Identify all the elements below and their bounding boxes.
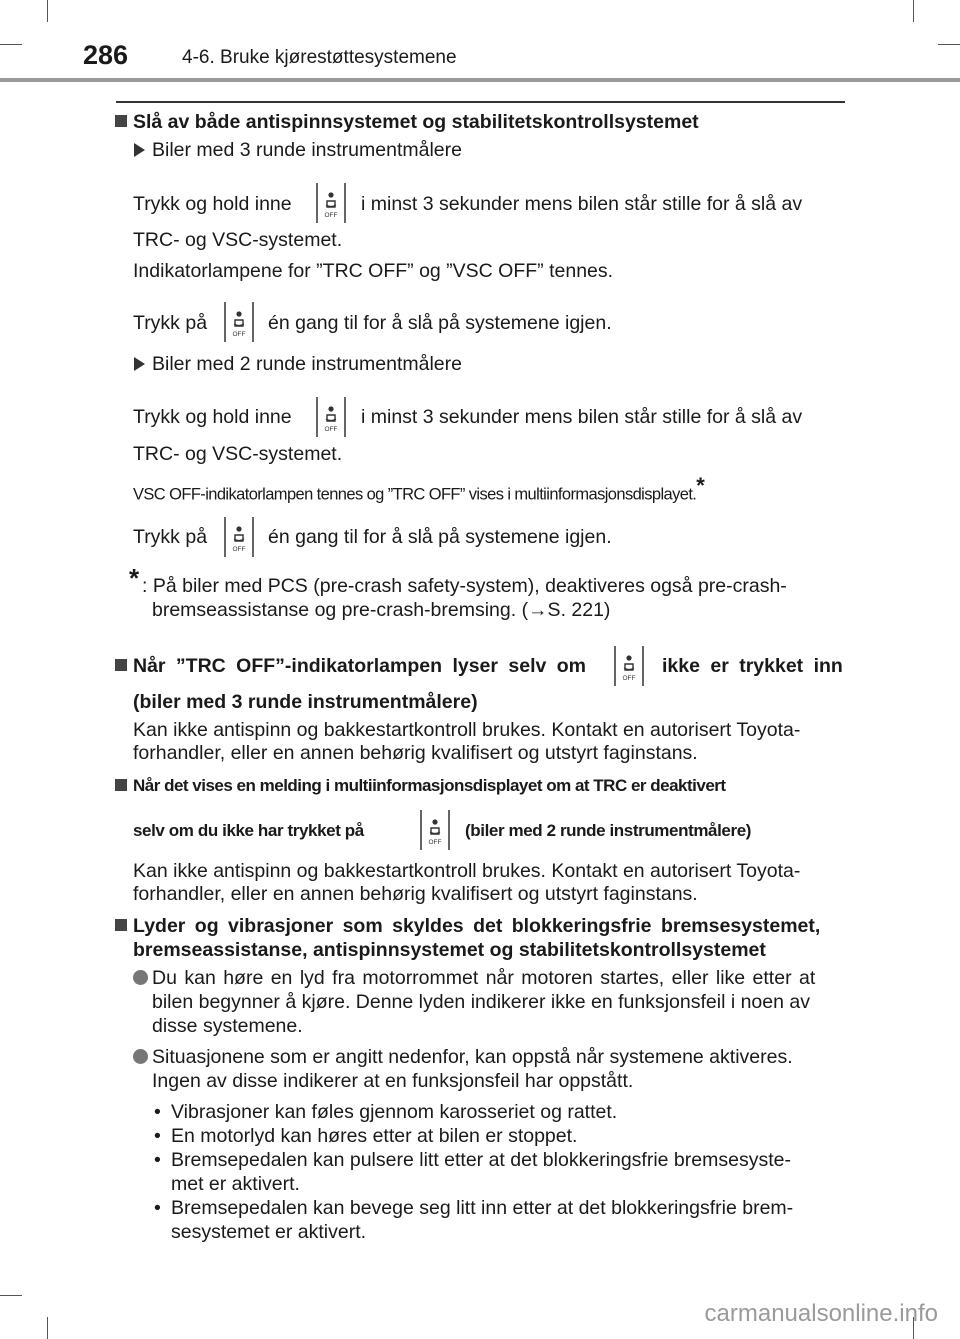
svg-text:OFF: OFF — [324, 212, 338, 219]
body-text: Situasjonene som er angitt nedenfor, kan oppstå når systemene aktiveres. — [152, 1046, 793, 1068]
list-item: En motorlyd kan høres etter at bilen er stoppet. — [171, 1125, 578, 1147]
body-text: Ingen av disse indikerer at en funksjonsfeil har oppstått. — [152, 1070, 634, 1092]
body-text: forhandler, eller en annen behørig kvalifisert og utstyrt faginstans. — [133, 742, 698, 764]
body-text: Kan ikke antispinn og bakkestartkontroll brukes. Kontakt en autorisert Toyota- — [133, 719, 801, 741]
triangle-bullet-icon — [134, 143, 145, 157]
subbullet-mark: • — [154, 1125, 161, 1147]
subsection-label: Biler med 3 runde instrumentmålere — [152, 139, 462, 161]
vsc-off-button-icon — [418, 808, 452, 852]
header-divider — [0, 78, 960, 82]
vsc-off-button-icon — [222, 300, 256, 344]
instruction-text: i minst 3 sekunder mens bilen står stille for å slå av — [361, 406, 803, 428]
footnote-marker: * — [696, 473, 705, 498]
instruction-text: Indikatorlampene for ”TRC OFF” og ”VSC OFF” tennes. — [133, 260, 614, 282]
instruction-text: Trykk og hold inne — [133, 406, 292, 428]
vsc-off-button-icon — [314, 181, 348, 225]
round-bullet-icon — [133, 970, 148, 985]
svg-text:OFF: OFF — [428, 839, 442, 846]
square-bullet-icon — [115, 919, 127, 931]
instruction-text: Trykk på — [133, 312, 208, 334]
page-header — [0, 0, 960, 80]
section-heading: (biler med 2 runde instrumentmålere) — [465, 821, 752, 840]
section-heading: Lyder og vibrasjoner som skyldes det blokkeringsfrie bremsesystemet, — [133, 915, 821, 937]
body-text: bilen begynner å kjøre. Denne lyden indikerer ikke en funksjonsfeil i noen av — [152, 991, 810, 1013]
square-bullet-icon — [115, 115, 127, 127]
triangle-bullet-icon — [134, 357, 145, 371]
instruction-text: Trykk på — [133, 526, 208, 548]
vsc-off-button-icon — [612, 644, 646, 688]
subsection-label: Biler med 2 runde instrumentmålere — [152, 353, 462, 375]
section-heading: (biler med 3 runde instrumentmålere) — [133, 691, 478, 713]
square-bullet-icon — [115, 779, 127, 791]
instruction-text: TRC- og VSC-systemet. — [133, 443, 343, 465]
section-heading: Når det vises en melding i multiinformasjonsdisplayet om at TRC er deaktivert — [133, 776, 726, 795]
list-item: Bremsepedalen kan pulsere litt etter at det blokkeringsfrie bremsesyste- — [171, 1149, 791, 1171]
list-item: Vibrasjoner kan føles gjennom karosseriet og rattet. — [171, 1101, 618, 1123]
section-heading: selv om du ikke har trykket på — [133, 821, 364, 840]
instruction-text-span: VSC OFF-indikatorlampen tennes og ”TRC OFF” vises i multiinformasjonsdisplayet. — [133, 485, 697, 504]
svg-text:OFF: OFF — [232, 546, 246, 553]
list-item: Bremsepedalen kan bevege seg litt inn etter at det blokkeringsfrie brem- — [171, 1197, 794, 1219]
body-text: forhandler, eller en annen behørig kvalifisert og utstyrt faginstans. — [133, 883, 698, 905]
instruction-text: én gang til for å slå på systemene igjen. — [268, 312, 612, 334]
svg-text:OFF: OFF — [324, 426, 338, 433]
crop-mark — [0, 1295, 22, 1296]
body-text: disse systemene. — [152, 1015, 303, 1037]
body-text: Du kan høre en lyd fra motorrommet når motoren startes, eller like etter at — [152, 967, 816, 989]
instruction-text: Trykk og hold inne — [133, 193, 292, 215]
svg-text:OFF: OFF — [622, 675, 636, 682]
list-item: sesystemet er aktivert. — [171, 1221, 367, 1243]
subbullet-mark: • — [154, 1197, 161, 1219]
instruction-text: TRC- og VSC-systemet. — [133, 229, 343, 251]
body-text: Kan ikke antispinn og bakkestartkontroll brukes. Kontakt en autorisert Toyota- — [133, 860, 801, 882]
instruction-text: én gang til for å slå på systemene igjen. — [268, 526, 612, 548]
vsc-off-button-icon — [222, 515, 256, 559]
chapter-title: 4-6. Bruke kjørestøttesystemene — [182, 47, 457, 68]
section-heading: bremseassistanse, antispinnsystemet og stabilitetskontrollsystemet — [133, 939, 766, 961]
list-item: met er aktivert. — [171, 1173, 300, 1195]
subbullet-mark: • — [154, 1101, 161, 1123]
section-heading: Slå av både antispinnsystemet og stabilitetskontrollsystemet — [133, 111, 699, 133]
square-bullet-icon — [115, 659, 127, 671]
page-number: 286 — [83, 40, 129, 70]
section-heading: ikke er trykket inn — [662, 655, 843, 677]
instruction-text: i minst 3 sekunder mens bilen står stille for å slå av — [361, 193, 803, 215]
svg-text:OFF: OFF — [232, 331, 246, 338]
footnote-text: bremseassistanse og pre-crash-bremsing. (→S. 221) — [152, 599, 611, 621]
footnote-text: : På biler med PCS (pre-crash safety-system), deaktiveres også pre-crash- — [142, 575, 787, 597]
section-heading: Når ”TRC OFF”-indikatorlampen lyser selv om — [133, 655, 587, 677]
crop-mark — [47, 1317, 48, 1339]
watermark: carmanualsonline.info — [704, 1300, 938, 1327]
footnote-marker: * — [129, 563, 140, 593]
round-bullet-icon — [133, 1049, 148, 1064]
vsc-off-button-icon — [314, 395, 348, 439]
instruction-text — [133, 474, 704, 507]
subbullet-mark: • — [154, 1149, 161, 1171]
section-divider — [116, 101, 845, 103]
